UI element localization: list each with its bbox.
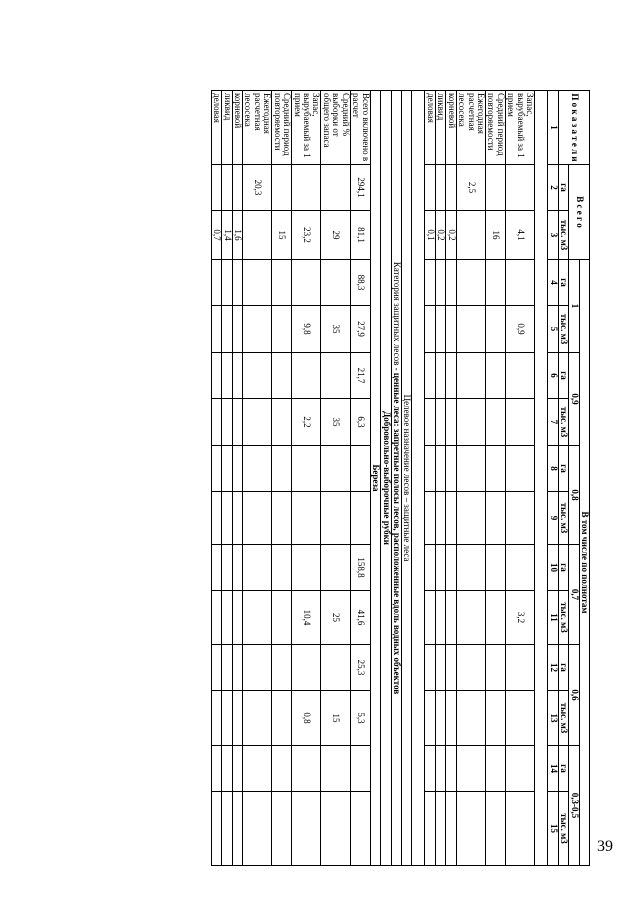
table-cell [222, 260, 232, 306]
category-name: ценные леса: запретные полосы лесов, расположенные вдоль водных объектов [392, 372, 402, 695]
table-cell [321, 792, 350, 866]
table-cell [232, 353, 242, 399]
unit-ha: га [558, 545, 568, 591]
indicators-header: П о к а з а т е л и [558, 91, 589, 165]
table-cell [222, 545, 232, 591]
table-cell [272, 645, 292, 691]
table-row [222, 91, 232, 866]
table-cell [456, 691, 485, 746]
column-number-row [548, 91, 558, 866]
table-cell [456, 492, 485, 545]
table-cell [446, 260, 456, 306]
table-cell [425, 792, 435, 866]
table-cell [222, 746, 232, 792]
table-cell [272, 792, 292, 866]
table-cell [243, 353, 272, 399]
table-cell [446, 165, 456, 211]
table-cell [456, 792, 485, 866]
table-row [292, 91, 321, 866]
table-cell [446, 746, 456, 792]
table-cell [505, 446, 534, 492]
table-cell [321, 446, 350, 492]
table-cell [486, 446, 506, 492]
table-row [272, 91, 292, 866]
table-cell [211, 165, 221, 211]
table-cell [486, 591, 506, 645]
spacer-row [412, 91, 425, 866]
total-header: В с е г о [569, 165, 590, 260]
table-cell: 0,2 [446, 211, 456, 260]
column-number: 1 [548, 91, 558, 165]
table-cell [272, 399, 292, 446]
table-cell [505, 353, 534, 399]
unit-thousand-m3: тыс. м3 [558, 306, 568, 353]
table-cell [272, 260, 292, 306]
table-cell [456, 399, 485, 446]
table-cell [272, 545, 292, 591]
table-cell [222, 645, 232, 691]
table-row [243, 91, 272, 866]
table-cell: 21,7 [350, 353, 370, 399]
column-number: 11 [548, 591, 558, 645]
table-cell: 81,1 [350, 211, 370, 260]
table-cell [456, 306, 485, 353]
table-cell [211, 492, 221, 545]
table-row [321, 91, 350, 866]
spacer-row [535, 91, 548, 866]
table-cell [232, 399, 242, 446]
table-cell [292, 645, 321, 691]
table-cell [211, 691, 221, 746]
table-row [211, 91, 221, 866]
unit-ha: га [558, 645, 568, 691]
table-cell [446, 545, 456, 591]
column-number: 7 [548, 399, 558, 446]
table-cell: 3,2 [505, 591, 534, 645]
table-cell [486, 165, 506, 211]
table-cell [350, 446, 370, 492]
table-cell: 158,8 [350, 545, 370, 591]
row-label: Средний период повторяемости [486, 91, 506, 165]
table-row [446, 91, 456, 866]
forest-purpose: Целевое назначение лесов – защитные леса [402, 91, 412, 866]
table-cell [292, 545, 321, 591]
table-cell: 0,2 [435, 211, 445, 260]
unit-thousand-m3: тыс. м3 [558, 492, 568, 545]
column-number: 8 [548, 446, 558, 492]
table-cell [425, 645, 435, 691]
table-cell [222, 353, 232, 399]
table-cell: 10,4 [292, 591, 321, 645]
unit-thousand-m3: тыс. м3 [558, 399, 568, 446]
table-cell [486, 353, 506, 399]
table-row [350, 91, 370, 866]
table-cell [292, 746, 321, 792]
felling-type: Добровольно-выборочные рубки [381, 91, 391, 866]
row-label: деловая [211, 91, 221, 165]
table-cell [243, 691, 272, 746]
table-cell [435, 446, 445, 492]
density-06: 0,6 [569, 645, 579, 746]
unit-ha: га [558, 260, 568, 306]
table-cell [243, 746, 272, 792]
table-cell [446, 591, 456, 645]
table-cell [272, 165, 292, 211]
table-cell [505, 792, 534, 866]
column-number: 4 [548, 260, 558, 306]
table-cell [425, 165, 435, 211]
row-label: Запас, вырубаемый за 1 прием [505, 91, 534, 165]
table-cell [211, 792, 221, 866]
unit-ha: га [558, 165, 568, 211]
table-cell: 29 [321, 211, 350, 260]
row-label: Ежегодная расчетная лесосека [243, 91, 272, 165]
table-cell [211, 399, 221, 446]
table-cell [486, 645, 506, 691]
table-cell [435, 746, 445, 792]
table-cell: 4,1 [505, 211, 534, 260]
density-09: 0,9 [569, 353, 579, 446]
table-cell: 35 [321, 306, 350, 353]
row-label: Средний период повторяемости [272, 91, 292, 165]
table-cell [232, 165, 242, 211]
table-cell [232, 492, 242, 545]
column-number: 2 [548, 165, 558, 211]
table-cell [243, 211, 272, 260]
table-cell [211, 591, 221, 645]
table-cell [222, 306, 232, 353]
table-cell [446, 645, 456, 691]
table-cell [321, 260, 350, 306]
density-03-05: 0,3-0,5 [569, 746, 579, 866]
table-cell [292, 353, 321, 399]
table-cell: 20,3 [243, 165, 272, 211]
table-cell [272, 492, 292, 545]
table-cell [456, 353, 485, 399]
table-cell [232, 746, 242, 792]
rotated-table-container [70, 90, 590, 865]
table-cell [505, 260, 534, 306]
column-number: 10 [548, 545, 558, 591]
table-cell [505, 691, 534, 746]
table-cell: 0,8 [292, 691, 321, 746]
table-cell [292, 260, 321, 306]
table-cell [243, 446, 272, 492]
table-row [232, 91, 242, 866]
table-cell [425, 591, 435, 645]
table-cell [446, 492, 456, 545]
table-cell [486, 792, 506, 866]
tree-species: Береза [370, 91, 380, 866]
row-label: Всего включено в расчет [350, 91, 370, 165]
table-cell [243, 399, 272, 446]
unit-ha: га [558, 446, 568, 492]
table-cell [425, 492, 435, 545]
row-label: Запас, вырубаемый за 1 прием [292, 91, 321, 165]
table-cell [486, 691, 506, 746]
table-cell: 294,1 [350, 165, 370, 211]
table-cell [272, 306, 292, 353]
table-cell [350, 746, 370, 792]
table-cell: 15 [272, 211, 292, 260]
table-cell [425, 306, 435, 353]
section-species-row [370, 91, 380, 866]
table-cell [243, 545, 272, 591]
table-cell [272, 446, 292, 492]
row-label: корневой [446, 91, 456, 165]
row-label: ликвид [222, 91, 232, 165]
table-cell [272, 746, 292, 792]
table-cell: 16 [486, 211, 506, 260]
table-cell [243, 645, 272, 691]
table-cell: 41,6 [350, 591, 370, 645]
table-cell [425, 545, 435, 591]
table-cell [232, 645, 242, 691]
table-cell [425, 691, 435, 746]
table-cell: 1,4 [222, 211, 232, 260]
table-cell [505, 399, 534, 446]
table-cell [505, 492, 534, 545]
table-cell [446, 446, 456, 492]
table-cell [321, 492, 350, 545]
table-cell [486, 399, 506, 446]
density-07: 0,7 [569, 545, 579, 645]
table-cell [292, 792, 321, 866]
table-cell [243, 260, 272, 306]
table-cell [486, 260, 506, 306]
table-cell: 0,9 [505, 306, 534, 353]
table-cell [321, 746, 350, 792]
table-cell [292, 165, 321, 211]
table-cell [232, 591, 242, 645]
table-cell [222, 446, 232, 492]
table-cell [456, 746, 485, 792]
unit-thousand-m3: тыс. м3 [558, 591, 568, 645]
table-cell [321, 645, 350, 691]
table-cell [232, 792, 242, 866]
density-1: 1 [569, 260, 579, 353]
table-cell [435, 492, 445, 545]
table-cell [435, 353, 445, 399]
table-cell [425, 746, 435, 792]
table-cell: 9,8 [292, 306, 321, 353]
table-cell [211, 545, 221, 591]
table-cell [446, 399, 456, 446]
unit-ha: га [558, 746, 568, 792]
section-felling-row [381, 91, 391, 866]
table-cell [435, 545, 445, 591]
table-cell: 25,3 [350, 645, 370, 691]
table-cell [243, 492, 272, 545]
table-cell: 6,3 [350, 399, 370, 446]
table-cell [486, 746, 506, 792]
table-cell [222, 399, 232, 446]
table-cell: 2,5 [456, 165, 485, 211]
table-cell [222, 792, 232, 866]
table-cell [272, 353, 292, 399]
table-cell [435, 399, 445, 446]
table-cell [446, 353, 456, 399]
table-cell [321, 353, 350, 399]
column-number: 9 [548, 492, 558, 545]
table-cell [211, 260, 221, 306]
table-cell [446, 306, 456, 353]
table-cell [292, 492, 321, 545]
category-prefix: Категория защитных лесов - [392, 261, 402, 373]
row-label: Средний % выборки от общего запаса [321, 91, 350, 165]
row-label: Ежегодная расчетная лесосека [456, 91, 485, 165]
unit-row [558, 91, 568, 866]
column-number: 13 [548, 691, 558, 746]
table-cell: 35 [321, 399, 350, 446]
table-row [486, 91, 506, 866]
table-cell [425, 446, 435, 492]
table-cell [456, 591, 485, 645]
table-cell [486, 306, 506, 353]
table-cell [232, 306, 242, 353]
table-cell [222, 691, 232, 746]
table-cell [456, 260, 485, 306]
table-cell [435, 306, 445, 353]
table-row [425, 91, 435, 866]
density-08: 0,8 [569, 446, 579, 545]
table-cell [243, 591, 272, 645]
column-number: 5 [548, 306, 558, 353]
by-density-header: В том числе по полнотам [579, 260, 589, 866]
table-cell [350, 792, 370, 866]
table-cell: 15 [321, 691, 350, 746]
table-cell: 27,9 [350, 306, 370, 353]
row-label: ликвид [435, 91, 445, 165]
table-row [435, 91, 445, 866]
column-number: 6 [548, 353, 558, 399]
table-cell [486, 492, 506, 545]
table-cell [321, 545, 350, 591]
table-row [505, 91, 534, 866]
table-cell [222, 165, 232, 211]
table-cell [425, 353, 435, 399]
table-cell [272, 591, 292, 645]
table-cell [222, 492, 232, 545]
table-cell: 1,6 [232, 211, 242, 260]
unit-thousand-m3: тыс. м3 [558, 211, 568, 260]
table-cell: 0,1 [425, 211, 435, 260]
table-cell [292, 446, 321, 492]
table-cell [505, 645, 534, 691]
table-cell [350, 492, 370, 545]
table-cell [243, 792, 272, 866]
protective-forest-category [391, 91, 401, 866]
table-cell [232, 691, 242, 746]
table-cell [425, 399, 435, 446]
table-cell: 2,2 [292, 399, 321, 446]
table-cell [435, 691, 445, 746]
table-cell [211, 446, 221, 492]
table-cell: 88,3 [350, 260, 370, 306]
unit-ha: га [558, 353, 568, 399]
section-category-row [391, 91, 401, 866]
section-purpose-row [402, 91, 412, 866]
column-number: 14 [548, 746, 558, 792]
table-cell [232, 260, 242, 306]
column-number: 15 [548, 792, 558, 866]
unit-thousand-m3: тыс. м3 [558, 792, 568, 866]
table-cell: 25 [321, 591, 350, 645]
table-cell [435, 591, 445, 645]
row-label: деловая [425, 91, 435, 165]
table-cell [211, 353, 221, 399]
table-cell [435, 165, 445, 211]
unit-thousand-m3: тыс. м3 [558, 691, 568, 746]
table-cell [505, 746, 534, 792]
table-cell [446, 792, 456, 866]
table-cell [211, 645, 221, 691]
table-row [456, 91, 485, 866]
table-cell [456, 446, 485, 492]
table-cell [486, 545, 506, 591]
table-cell [435, 260, 445, 306]
table-cell [456, 645, 485, 691]
table-cell [505, 165, 534, 211]
table-cell [211, 746, 221, 792]
table-cell [435, 645, 445, 691]
table-cell: 23,2 [292, 211, 321, 260]
table-cell [222, 591, 232, 645]
table-cell: 5,3 [350, 691, 370, 746]
page-number: 39 [597, 838, 613, 855]
table-cell [232, 545, 242, 591]
table-cell [456, 545, 485, 591]
table-cell [456, 211, 485, 260]
table-cell [272, 691, 292, 746]
table-cell: 0,7 [211, 211, 221, 260]
allowable-cut-table [211, 90, 590, 866]
column-number: 3 [548, 211, 558, 260]
table-cell [243, 306, 272, 353]
table-cell [446, 691, 456, 746]
row-label: корневой [232, 91, 242, 165]
table-cell [321, 165, 350, 211]
table-cell [232, 446, 242, 492]
table-cell [425, 260, 435, 306]
column-number: 12 [548, 645, 558, 691]
table-cell [435, 792, 445, 866]
table-cell [211, 306, 221, 353]
table-cell [505, 545, 534, 591]
